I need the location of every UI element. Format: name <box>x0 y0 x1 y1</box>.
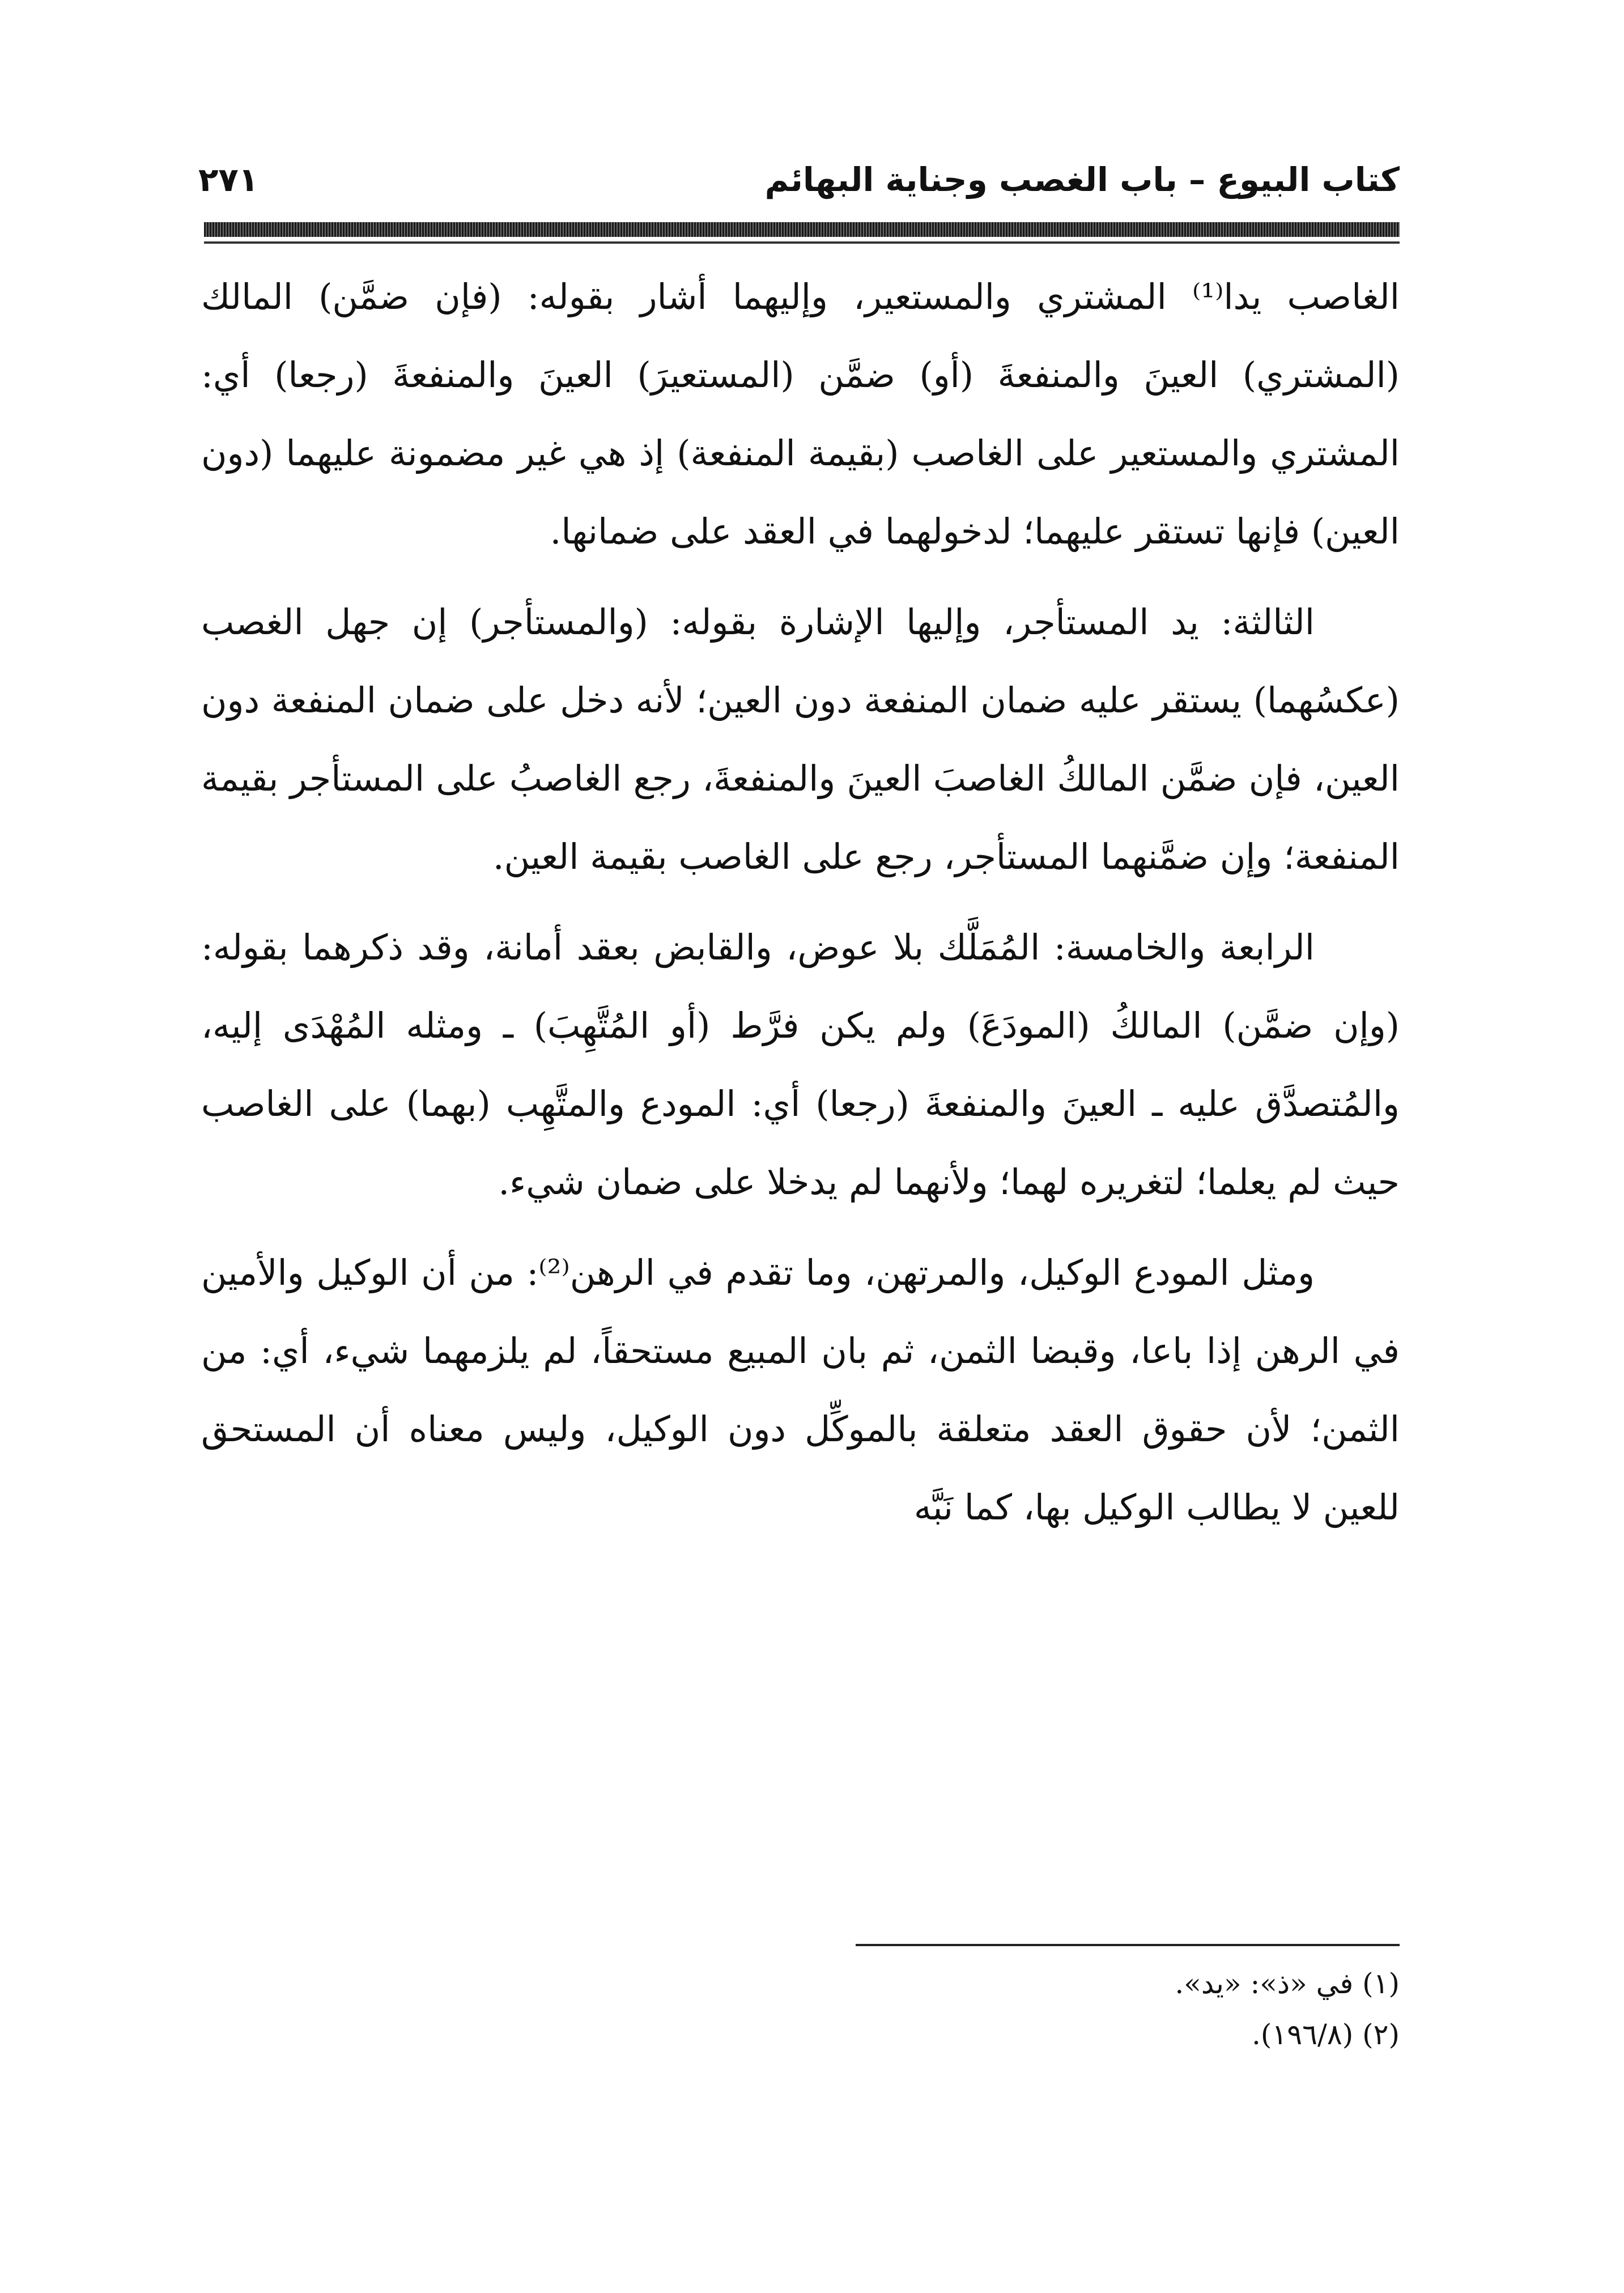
footnotes <box>201 1958 1400 2060</box>
page-header <box>198 154 1400 205</box>
footnote: (٢) (١٩٦/٨). <box>1252 2018 1400 2051</box>
page-number: ٢٧١ <box>198 160 259 199</box>
paragraph: الرابعة والخامسة: المُمَلَّك بلا عوض، والقابض بعقد أمانة، وقد ذكرهما بقوله: (وإن ضمَّن) المالكُ (المودَعَ) ولم يكن فرَّط (أو المُتَّهِبَ) ـ ومثله المُهْدَى إليه، والمُتصدَّق عليه ـ العينَ والمنفعةَ (رجعا) أي: المودع والمتَّهِب (بهما) على الغاصب حيث لم يعلما؛ لتغريره لهما؛ ولأنهما لم يدخلا على ضمان شيء. <box>201 927 1400 1203</box>
header-rule <box>204 222 1400 237</box>
header-rule-thin <box>204 241 1400 244</box>
paragraph: ومثل المودع الوكيل، والمرتهن، وما تقدم في الرهن⁽²⁾: من أن الوكيل والأمين في الرهن إذا باعا، وقبضا الثمن، ثم بان المبيع مستحقاً، لم يلزمهما شيء، أي: من الثمن؛ لأن حقوق العقد متعلقة بالموكِّل دون الوكيل، وليس معناه أن المستحق للعين لا يطالب الوكيل بها، كما نَبَّه <box>201 1252 1400 1528</box>
paragraph: الغاصب يدا⁽¹⁾ المشتري والمستعير، وإليهما أشار بقوله: (فإن ضمَّن) المالك (المشتري) العينَ والمنفعةَ (أو) ضمَّن (المستعيرَ) العينَ والمنفعةَ (رجعا) أي: المشتري والمستعير على الغاصب (بقيمة المنفعة) إذ هي غير مضمونة عليهما (دون العين) فإنها تستقر عليهما؛ لدخولهما في العقد على ضمانها. <box>201 276 1400 552</box>
footnote-divider <box>856 1944 1400 1946</box>
running-title: كتاب البيوع – باب الغصب وجناية البهائم <box>764 160 1400 199</box>
main-text <box>201 258 1400 1862</box>
paragraph: الثالثة: يد المستأجر، وإليها الإشارة بقوله: (والمستأجر) إن جهل الغصب (عكسُهما) يستقر عليه ضمان المنفعة دون العين؛ لأنه دخل على ضمان المنفعة دون العين، فإن ضمَّن المالكُ الغاصبَ العينَ والمنفعةَ، رجع الغاصبُ على المستأجر بقيمة المنفعة؛ وإن ضمَّنهما المستأجر، رجع على الغاصب بقيمة العين. <box>201 601 1400 877</box>
footnote: (١) في «ذ»: «يد». <box>1175 1967 1400 2000</box>
